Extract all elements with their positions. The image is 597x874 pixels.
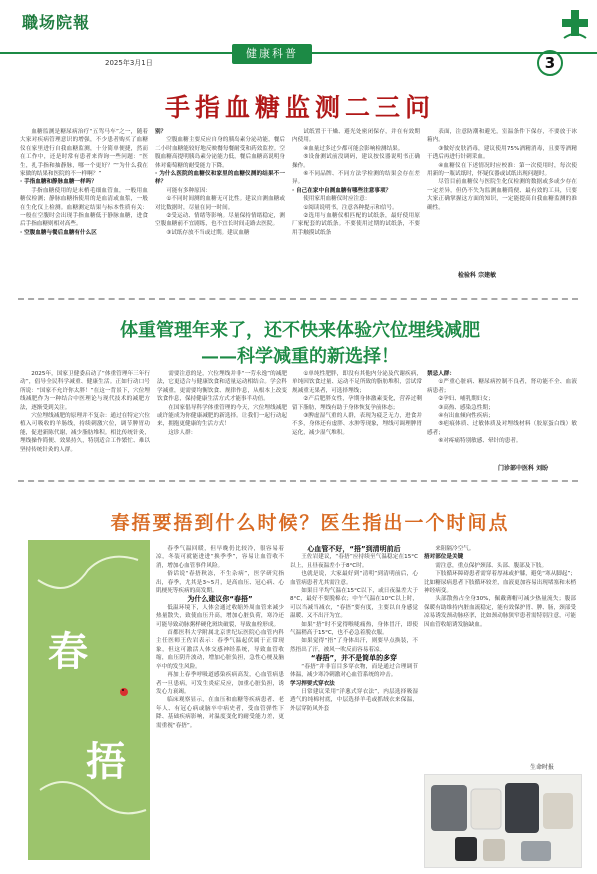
article3-author: 生命时报 [530, 764, 555, 771]
paragraph: 王佐岩建议，“春捂”应持续至气温稳定在15°C以上，且昼夜温差小于8°C时。 [290, 554, 418, 569]
paragraph: 再加上春季呼吸道感染疾病高发，心血管病患者一旦患病，可发生炎症反应，加重心脏负担，诱发心力衰竭。 [156, 672, 284, 695]
subheading: · 为什么医院的血糖仪和家里的血糖仪测的结果不一样？ [155, 171, 285, 186]
paragraph: ③做好皮肤消毒，建议使用75%酒精消毒，且要等酒精干透后再进行针刺采血。 [427, 145, 577, 161]
paragraph: 也就是说，大家最好到“清明”到清明前后，心血管病患者尤其需注意。 [290, 571, 418, 586]
paragraph: 临床观察显示，在血压和血糖等疾病患者、老年人、有冠心病或脑卒中病史者，受血管弹性下降、基础疾病影响，对温度变化的耐受能力差，更需重视“春捂”。 [156, 697, 284, 729]
article3-col2 [290, 545, 418, 865]
paragraph: 使用家用血糖仪时应注意： [303, 196, 371, 203]
subheading: 捂对部位是关键 [424, 554, 464, 561]
paragraph: ③高热、感染急性期； [438, 404, 494, 411]
paragraph: ④有出血倾向性疾病； [438, 413, 494, 420]
paragraph: 低温环境下，人体会通过收缩外周血管来减少热量散失，致使血压升高，增加心脏负荷，寒冷还可能导致动脉粥样硬化斑块破裂，导致血栓形成。 [156, 604, 284, 628]
paragraph: 空腹血糖主要反应自身的胰岛素分泌功能，餐后二小时血糖能较好地反映餐每餐耐受和药效监控。空腹血糖高提明胰岛素分泌能力低，餐后血糖高说明身体对葡萄糖的耐受能力下降。 [155, 137, 285, 169]
subheading: · 空腹血糖与餐后血糖有什么区 [20, 229, 97, 236]
paragraph: 首都医科大学附属北京世纪坛医院心血管内科主任医师王佐岩表示：春季气温起伏属于正常现象，但这可激活人体交感神经系统，导致血管收缩，血压阴升波动，增加心脏负担，急性心梗及脑卒中的发生风险。 [156, 630, 284, 670]
paragraph: 下肢循环障碍患者需穿着厚袜或护膝，避免“寒从脚起”；比如糖尿病患者下肢循环较差，血液更加容易出现堵塞和末梢神经病变。 [424, 571, 576, 595]
paragraph: 手指血糖使用的是末梢毛细血管血，一般用血糖仪检测；静脉血糖指使用的是血清或血浆，一般在生化仪上检测。血糖测定结果与标本性质有关：一般在空腹时会出现手指血糖低于静脉血糖，进食后手指血糖则相对高些。 [20, 187, 148, 228]
paragraph: 如果“捂”时不觉得喉咙痛热，身体冒汗，即使气温稍高于15°C，也不必急着脱衣服。 [290, 621, 418, 637]
paragraph: 穴位埋线减肥的原理并不复杂：通过在特定穴位植入可吸收的羊肠线，持续刺激穴位，调节脾胃功能，促进新陈代谢，减少脂肪堆积。相比传统针灸，埋线操作简便、效果持久，特别适合工作繁忙、难以坚持传统针灸的人群。 [20, 413, 150, 453]
paragraph: 在国家倡导科学体重管理的今天，穴位埋线减肥或许能成为你健康减肥的新选择。让我们一起行动起来，拥抱更健康的生活方式！ [157, 404, 287, 428]
article1-col4 [427, 128, 577, 268]
subheading: 心血管不好，“捂”到清明前后 [307, 545, 401, 553]
paragraph: ④血量过多过少都可能会影响检测结果。 [303, 145, 404, 152]
paragraph: 如果觉得“捂”了身体出汗，则要早点换装，不然捂出了汗，被风一吹反而容易着凉。 [290, 638, 418, 653]
paragraph: “春捂”并非盲目多穿衣物，而是通过合理调节体温，减少寒冷刺激对心血管系统的冲击。 [290, 663, 418, 679]
hospital-cross-logo [560, 8, 590, 42]
subheading: 别？ [155, 129, 167, 135]
article2-col3 [292, 370, 422, 470]
divider [18, 298, 578, 300]
article3-col1 [156, 545, 284, 865]
article3-col3 [424, 545, 576, 760]
article3-title: 春捂要捂到什么时候？医生指出一个时间点 [110, 512, 510, 534]
paragraph: 表面，注意防潮和避光，室温条件下保存，不要放于冰箱内。 [427, 129, 577, 144]
page-number: 3 [537, 50, 563, 76]
paragraph: ⑤设备测试前没调码，建议按仪器说明书正确操作。 [292, 154, 420, 169]
paragraph: 这诊人群： [168, 429, 197, 436]
issue-date: 2025年3月1日 [105, 59, 153, 67]
paragraph: 来阻隔冷空气。 [435, 546, 475, 552]
paragraph: 试纸置于干燥、避光处密闭保存，并在有效期内使用。 [292, 129, 420, 144]
article1-author: 检验科 宗建敏 [458, 272, 497, 279]
spring-illustration [28, 540, 150, 860]
article2-col2 [157, 370, 287, 470]
paragraph: 如果日平均气温在15°C以下，或日夜温差大于8°C，最好不要脱棉衣；中午气温在10°C以上时，可以当减当减衣，“春捂”要有度，主要以自身感觉温暖、又不出汗为宜。 [290, 588, 418, 620]
subheading: · 手指血糖和静脉血糖一样吗？ [20, 179, 97, 186]
paragraph: ①单纯性肥胖，即没有其他内分泌及代谢疾病，单纯因饮食过量、运动不足所致的脂肪堆积，尝试常规减重无果者，可选择埋线； [292, 371, 422, 394]
subheading: 禁忌人群： [427, 371, 455, 377]
cover-char: 捂 [86, 738, 126, 785]
paragraph: ②产后肥胖女性，孕期身体激素变化，营养过剩留下脂肪，埋线有助于身体恢复孕前体态； [292, 396, 422, 411]
clothing-photo [424, 774, 582, 868]
subheading: 为什么建议你“春捂” [187, 595, 253, 604]
article1-title: 手指血糖监测二三问 [164, 93, 435, 122]
article2-col4 [427, 370, 577, 460]
subheading: · 自己在家中自测血糖有哪些注意事项？ [292, 187, 392, 194]
paragraph: ①阅读说明书，注意各种提示和信号。 [303, 204, 398, 211]
article2-col1 [20, 370, 150, 470]
paragraph: 需注意，重点保护颈部、头部、腹部及下肢。 [435, 562, 548, 569]
clothing-art [425, 775, 581, 867]
article2-author: 门诊部中医科 刘盼 [498, 465, 549, 472]
branch-art [28, 540, 150, 860]
paragraph: 春季气温回暖，但早晚仍比较冷，很容易着凉，冬装可就能进进“换季季”，容易让血管收不消，增加心血管事件风险。 [156, 546, 284, 569]
paragraph: ③试纸存放不当或过期。建议血糖 [166, 229, 250, 236]
subheading: “春捂”，并不是简单的多穿 [310, 654, 398, 663]
article2-title-line1: 体重管理年来了，还不快来体验穴位埋线减肥 [120, 320, 480, 341]
paragraph: ②选用与血糖仪相匹配的试纸条，最好使用原厂家配套的试纸条。不要使用过期的试纸条，不要用手触摸试纸条 [292, 213, 420, 236]
paragraph: ①严重心脏病、糖尿病控制不良者，肾功能不全、血液病患者； [427, 379, 577, 394]
paragraph: ①不同时间测的血糖无可比性。建议自测血糖或对比数据时，尽量在同一时间。 [155, 196, 285, 211]
paragraph: 俗话说“春捂秋冻，不生杂病”，医学研究指出，春季，尤其是3~5月，是高血压、冠心病、心肌梗死等疾病的高发期。 [156, 571, 284, 595]
paragraph: 可能有多种原因： [166, 187, 211, 194]
subheading: 学习捍要式穿衣法 [290, 680, 335, 687]
article1-col1 [20, 128, 148, 298]
paragraph: 尽管目前血糖仪与医院生化仪检测的数据或多或少存在一定差异，但仍不失为监测血糖简便、最有效的工具，只要大家正确掌握这方面的知识，一定能提高自我血糖监测的准确性。 [427, 179, 577, 211]
article1-col3 [292, 128, 420, 298]
paragraph: ⑤疤痕体质、过敏体质及对埋线材料（胶原蛋白线）敏感者； [427, 421, 577, 436]
paragraph: ③脾虚湿气重的人群，表现为疲乏无力，进食并不多，身体还有虚胖、水肿等现象，埋线可调理脾胃运化，减少湿气堆积。 [292, 413, 422, 436]
paragraph: ④血糖仪在下述情况时应校准：第一次使用时，每次使用新的一瓶试纸时，怀疑仪器或试纸出现问题时。 [427, 162, 577, 178]
paragraph: 血糖监测是糖尿病治疗“五驾马车”之一，随着大家对疾病管理意识的增强，不少患者购买了血糖仪在家里进行自我血糖监测，十分简单便捷，然而在工作中，还是时常有患者来咨询一些问题：“医生，扎手指和抽静脉，哪一个更好？”“为什么我在家做的结果和医院的不一样啊？” [20, 129, 148, 178]
spring-char: 春 [48, 628, 88, 675]
article2-title-line2: ——科学减重的新选择！ [201, 346, 399, 367]
paragraph: ⑥不同品牌、不同方法学检测的结果会存在差异。 [292, 171, 420, 186]
paragraph: 日常建议采用“洋葱式穿衣法”，内层选择吸湿透气的纯棉衬底，中层选择羊毛或抓绒衣来保温，外层穿防风外套 [290, 688, 418, 712]
paragraph: 2025年，国家卫健委启动了“体重管理年三年行动”，倡导全民科学减重、健康生活。正如行动口号所说：“国家不允许你太胖！”在这一背景下，穴位埋线减肥作为一种结合中医理论与现代技术的减肥方法，逐渐受到关注。 [20, 371, 150, 411]
paragraph: ⑥对疼痛特别敏感、晕针的患者。 [438, 438, 522, 445]
paragraph: ②受运动、情绪等影响。尽量保持情绪稳定，测空腹血糖前不宜剧练，也不宜长时间走路去医院。 [155, 213, 285, 228]
masthead: 職场院報 [22, 13, 91, 32]
paragraph: 需要注意的是，穴位埋线并非“一劳永逸”的减肥法，它更适合与健康饮食和适量运动相结合。学会科学减重，更需要均衡饮食、规律作息，从根本上改变饮食作息，保持健康生活方式才能事半功倍。 [157, 371, 287, 403]
paragraph: 头部散热占全身30%，佩戴薄帽可减少热量流失；腹部保暖有助维持内脏血流稳定，能有效保护胃、脾、肠，颈部受凉易诱发颈动脉痉挛，比如颈动脉狭窄患者需特别注意，可能因血管收缩诱发脑缺血。 [424, 596, 576, 628]
divider [18, 480, 578, 482]
section-tab: 健康科普 [232, 44, 312, 64]
article1-col2 [155, 128, 285, 298]
paragraph: ②孕妇、哺乳期妇女； [438, 396, 494, 403]
